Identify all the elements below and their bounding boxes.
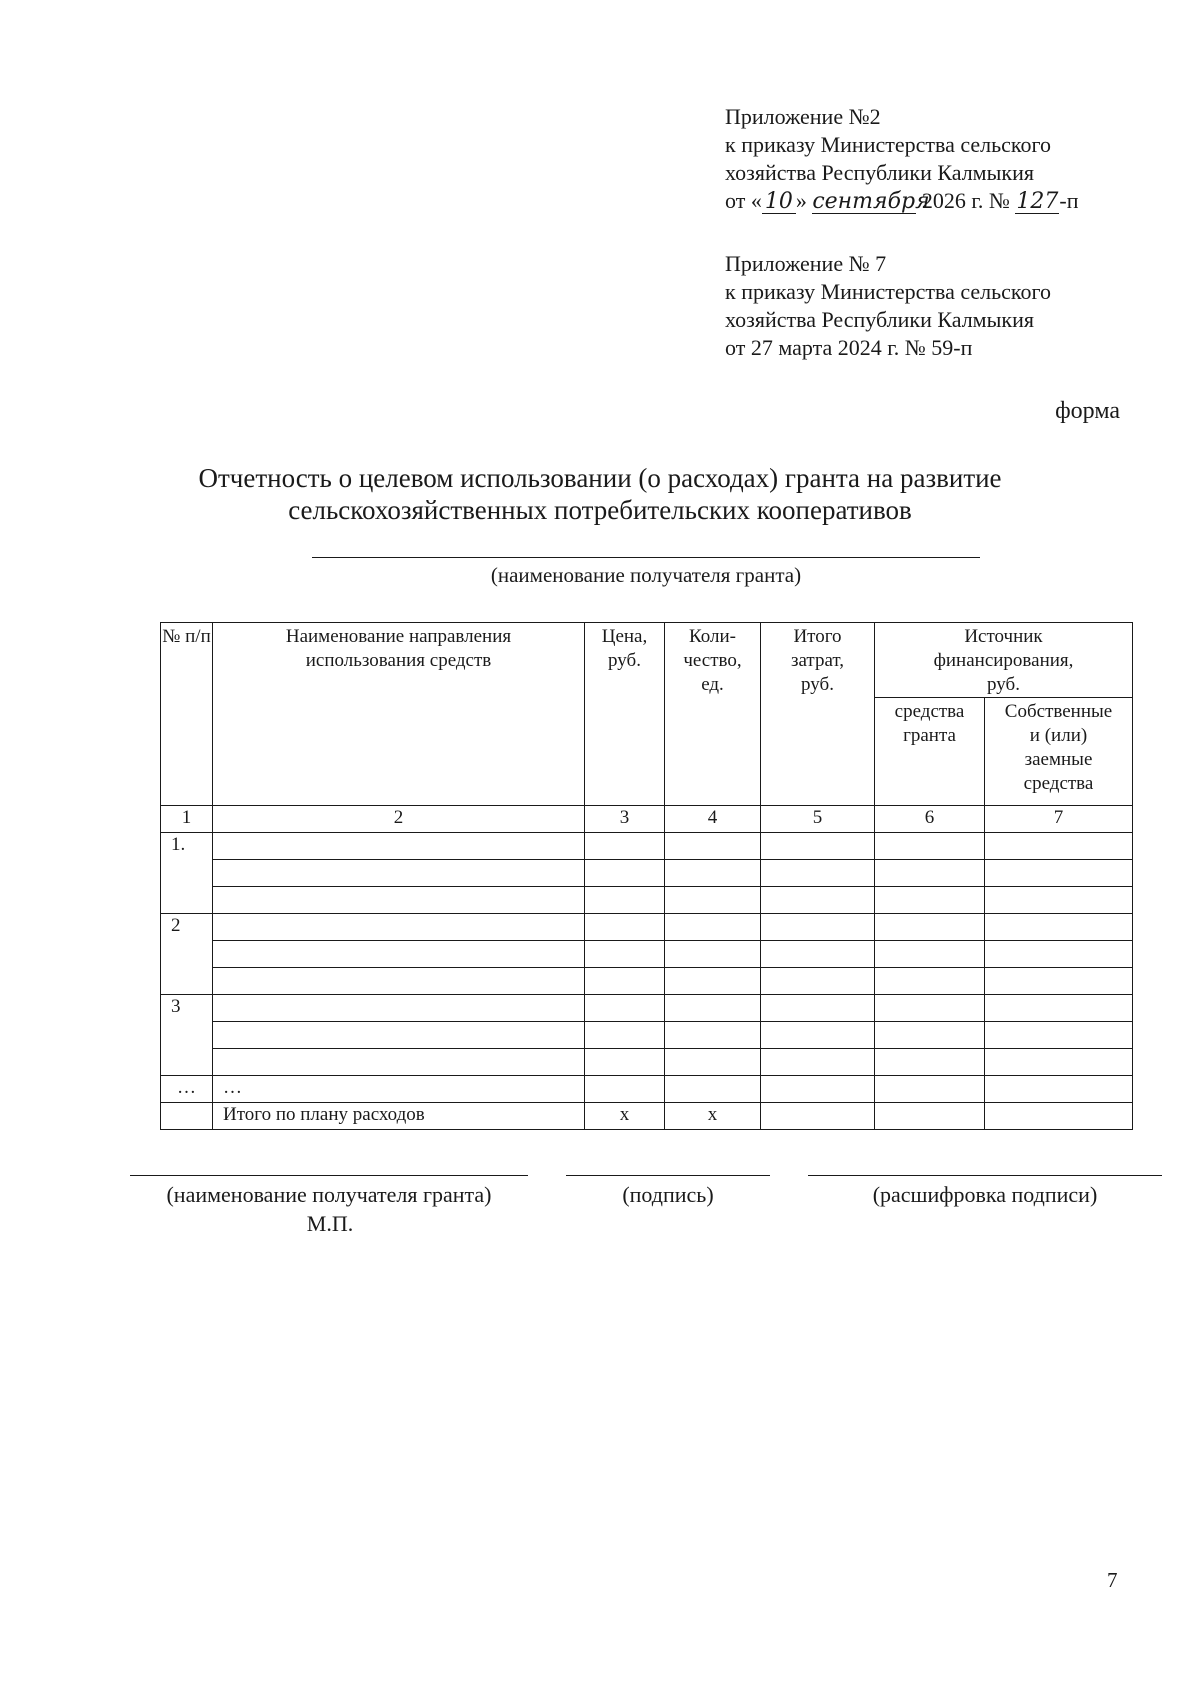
table-cell xyxy=(213,1022,585,1049)
table-row xyxy=(161,1022,1133,1049)
header-num: № п/п xyxy=(161,623,213,806)
recipient-name-line xyxy=(312,557,980,558)
appendix-2-date-line xyxy=(725,187,1078,215)
table-cell xyxy=(585,1076,665,1103)
table-cell xyxy=(213,860,585,887)
table-cell xyxy=(665,860,761,887)
table-cell xyxy=(985,968,1133,995)
group-number: 3 xyxy=(161,995,213,1076)
title-line-1: Отчетность о целевом использовании (о расходах) гранта на развитие xyxy=(198,463,1002,493)
appendix-7-line-2: к приказу Министерства сельского xyxy=(725,279,1051,304)
table-cell xyxy=(985,1022,1133,1049)
title-line-2: сельскохозяйственных потребительских кооперативов xyxy=(288,495,912,525)
table-cell xyxy=(213,914,585,941)
col-number: 6 xyxy=(875,806,985,833)
signature-caption: (подпись) xyxy=(622,1182,714,1207)
ellipsis-cell: … xyxy=(161,1076,213,1103)
table-cell xyxy=(761,968,875,995)
date-year: 2026 г. № xyxy=(916,188,1016,213)
col-number: 1 xyxy=(161,806,213,833)
column-numbers-row xyxy=(161,806,1133,833)
appendix-7-line-3: хозяйства Республики Калмыкия xyxy=(725,307,1034,332)
appendix-2-line-1: Приложение №2 xyxy=(725,104,881,129)
header-direction: Наименование направления использования средств xyxy=(213,623,585,806)
table-row xyxy=(161,914,1133,941)
table-cell xyxy=(985,995,1133,1022)
table-cell xyxy=(665,914,761,941)
table-cell xyxy=(875,995,985,1022)
table-cell xyxy=(761,1076,875,1103)
table-cell xyxy=(875,1076,985,1103)
handwritten-number: 127 xyxy=(1016,189,1059,214)
date-prefix: от « xyxy=(725,188,762,213)
table-cell xyxy=(665,1049,761,1076)
table-cell xyxy=(665,941,761,968)
table-cell xyxy=(665,833,761,860)
col-number: 7 xyxy=(985,806,1133,833)
table-cell xyxy=(875,1103,985,1130)
table-cell xyxy=(585,914,665,941)
stamp-place: М.П. xyxy=(306,1211,354,1236)
table-cell xyxy=(875,833,985,860)
handwritten-month: сентября xyxy=(812,189,930,214)
table-cell xyxy=(985,1049,1133,1076)
decoding-signature-line xyxy=(808,1175,1162,1176)
table-cell xyxy=(213,968,585,995)
table-cell xyxy=(875,968,985,995)
table-cell xyxy=(585,833,665,860)
table-cell xyxy=(875,1049,985,1076)
table-cell xyxy=(761,887,875,914)
table-cell xyxy=(761,1103,875,1130)
table-cell xyxy=(985,887,1133,914)
form-label: форма xyxy=(1055,398,1120,424)
recipient-signature-line xyxy=(130,1175,528,1176)
table-row xyxy=(161,1049,1133,1076)
table-row xyxy=(161,995,1133,1022)
table-cell xyxy=(985,860,1133,887)
table-row xyxy=(161,968,1133,995)
group-number: 1. xyxy=(161,833,213,914)
table-cell xyxy=(875,887,985,914)
col-number: 4 xyxy=(665,806,761,833)
table-cell xyxy=(213,941,585,968)
table-cell xyxy=(585,887,665,914)
number-suffix: -п xyxy=(1059,188,1079,213)
table-cell xyxy=(585,941,665,968)
recipient-caption: (наименование получателя гранта) xyxy=(490,563,802,587)
table-cell xyxy=(585,860,665,887)
recipient-signature-caption: (наименование получателя гранта) xyxy=(166,1182,492,1207)
header-row-1 xyxy=(161,623,1133,698)
total-quantity: х xyxy=(665,1103,761,1130)
table-cell xyxy=(213,887,585,914)
table-row xyxy=(161,833,1133,860)
appendix-2-line-2: к приказу Министерства сельского xyxy=(725,132,1051,157)
table-row xyxy=(161,941,1133,968)
appendix-2-block xyxy=(725,103,1078,215)
group-number: 2 xyxy=(161,914,213,995)
ellipsis-row xyxy=(161,1076,1133,1103)
table-cell xyxy=(985,941,1133,968)
table-cell xyxy=(761,833,875,860)
table-cell xyxy=(985,914,1133,941)
table-cell xyxy=(761,1049,875,1076)
appendix-7-line-1: Приложение № 7 xyxy=(725,251,887,276)
table-cell xyxy=(585,968,665,995)
table-cell xyxy=(985,1103,1133,1130)
header-grant-funds: средства гранта xyxy=(875,698,985,806)
signature-line xyxy=(566,1175,770,1176)
table-cell xyxy=(761,914,875,941)
expense-report-table xyxy=(160,622,1133,1130)
date-mid: » xyxy=(795,188,807,213)
table-row xyxy=(161,887,1133,914)
appendix-7-block xyxy=(725,250,1051,362)
table-cell xyxy=(875,1022,985,1049)
header-quantity: Коли- чество, ед. xyxy=(665,623,761,806)
table-cell xyxy=(875,941,985,968)
table-cell xyxy=(665,887,761,914)
table-cell xyxy=(985,1076,1133,1103)
handwritten-day: 10 xyxy=(762,191,796,214)
col-number: 5 xyxy=(761,806,875,833)
table-cell xyxy=(665,1076,761,1103)
table-cell xyxy=(585,995,665,1022)
col-number: 3 xyxy=(585,806,665,833)
appendix-2-line-3: хозяйства Республики Калмыкия xyxy=(725,160,1034,185)
table-cell xyxy=(665,1022,761,1049)
table-cell xyxy=(161,1103,213,1130)
header-source: Источник финансирования, руб. xyxy=(875,623,1133,698)
header-price: Цена, руб. xyxy=(585,623,665,806)
table-cell xyxy=(985,833,1133,860)
table-row xyxy=(161,860,1133,887)
table-cell xyxy=(761,860,875,887)
table-cell xyxy=(585,1022,665,1049)
total-price: х xyxy=(585,1103,665,1130)
appendix-7-line-4: от 27 марта 2024 г. № 59-п xyxy=(725,335,973,360)
table-cell xyxy=(665,968,761,995)
table-cell xyxy=(875,860,985,887)
ellipsis-cell: … xyxy=(213,1076,585,1103)
table-cell xyxy=(213,995,585,1022)
table-cell xyxy=(585,1049,665,1076)
decoding-caption: (расшифровка подписи) xyxy=(872,1182,1098,1207)
table-cell xyxy=(875,914,985,941)
document-title xyxy=(0,462,1200,526)
page-number: 7 xyxy=(1107,1568,1118,1592)
header-total: Итого затрат, руб. xyxy=(761,623,875,806)
total-row xyxy=(161,1103,1133,1130)
total-label: Итого по плану расходов xyxy=(213,1103,585,1130)
table-cell xyxy=(213,833,585,860)
header-own-funds: Собственные и (или) заемные средства xyxy=(985,698,1133,806)
table-cell xyxy=(761,1022,875,1049)
table-cell xyxy=(761,941,875,968)
table-cell xyxy=(665,995,761,1022)
col-number: 2 xyxy=(213,806,585,833)
table-cell xyxy=(213,1049,585,1076)
table-cell xyxy=(761,995,875,1022)
